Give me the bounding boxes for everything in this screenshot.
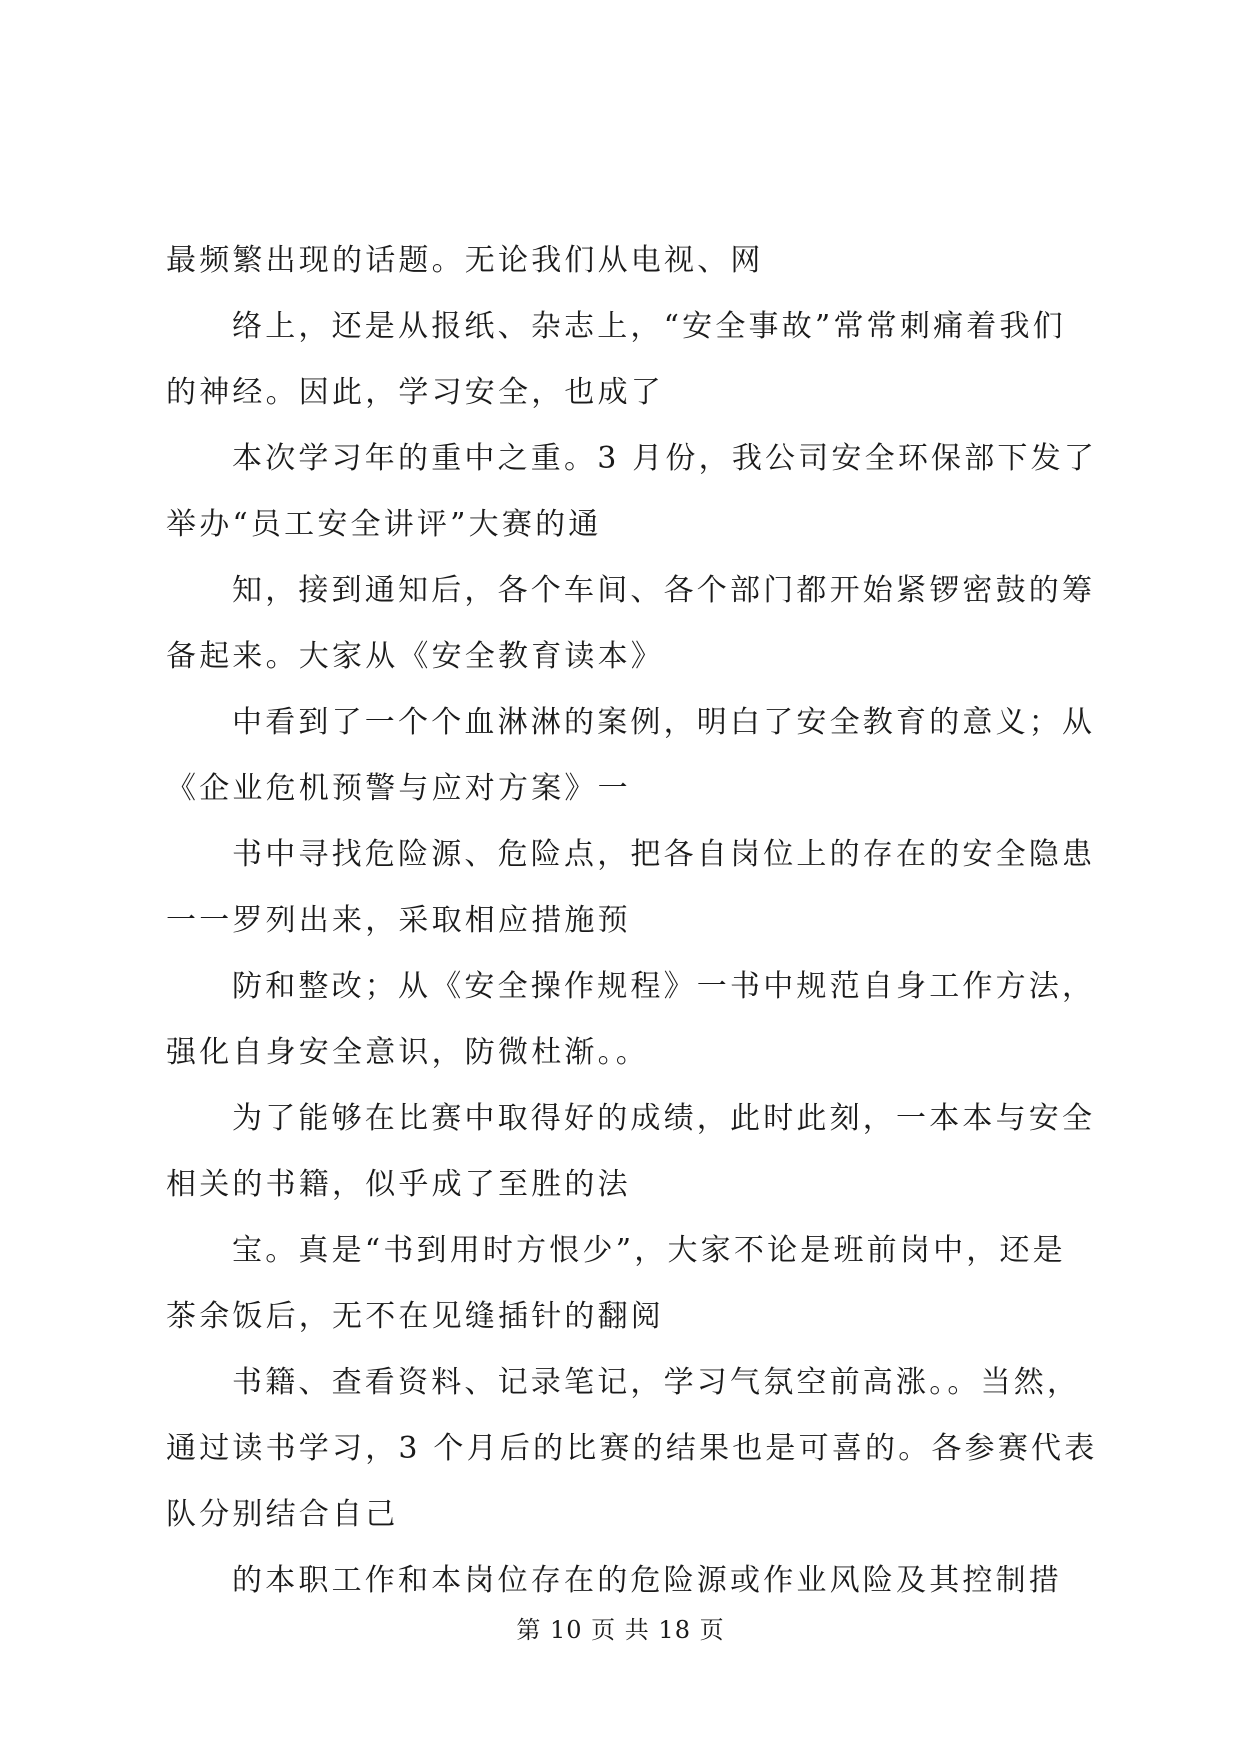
text-line: 书籍、查看资料、记录笔记，学习气氛空前高涨。。当然， — [232, 1365, 1081, 1400]
text-line: 本次学习年的重中之重。3 月份，我公司安全环保部下发了 — [232, 441, 1098, 476]
page-footer: 第 10 页 共 18 页 — [516, 1616, 725, 1644]
text-line: 宝。真是“书到用时方恨少”，大家不论是班前岗中，还是 — [232, 1233, 1066, 1268]
text-line: 备起来。大家从《安全教育读本》 — [166, 639, 664, 674]
body-text — [166, 228, 1116, 1614]
text-line: 《企业危机预警与应对方案》一 — [166, 771, 631, 806]
text-line: 为了能够在比赛中取得好的成绩，此时此刻，一本本与安全 — [232, 1101, 1096, 1136]
text-line: 知，接到通知后，各个车间、各个部门都开始紧锣密鼓的筹 — [232, 573, 1096, 608]
text-line: 茶余饭后，无不在见缝插针的翻阅 — [166, 1299, 664, 1334]
text-line: 络上，还是从报纸、杂志上，“安全事故”常常刺痛着我们 — [232, 309, 1066, 344]
text-line: 的神经。因此，学习安全，也成了 — [166, 375, 664, 410]
text-line: 的本职工作和本岗位存在的危险源或作业风险及其控制措 — [232, 1563, 1062, 1598]
text-line: 相关的书籍，似乎成了至胜的法 — [166, 1167, 631, 1202]
text-line: 强化自身安全意识，防微杜渐。。 — [166, 1035, 649, 1070]
text-line: 防和整改；从《安全操作规程》一书中规范自身工作方法， — [232, 969, 1096, 1004]
text-line: 书中寻找危险源、危险点，把各自岗位上的存在的安全隐患 — [232, 837, 1096, 872]
text-line: 最频繁出现的话题。无论我们从电视、网 — [166, 243, 764, 278]
text-line: 队分别结合自己 — [166, 1497, 399, 1532]
text-line: 中看到了一个个血淋淋的案例，明白了安全教育的意义；从 — [232, 705, 1096, 740]
text-line: 一一罗列出来，采取相应措施预 — [166, 903, 631, 938]
text-line: 通过读书学习，3 个月后的比赛的结果也是可喜的。各参赛代表 — [166, 1431, 1098, 1466]
text-line: 举办“员工安全讲评”大赛的通 — [166, 507, 602, 542]
